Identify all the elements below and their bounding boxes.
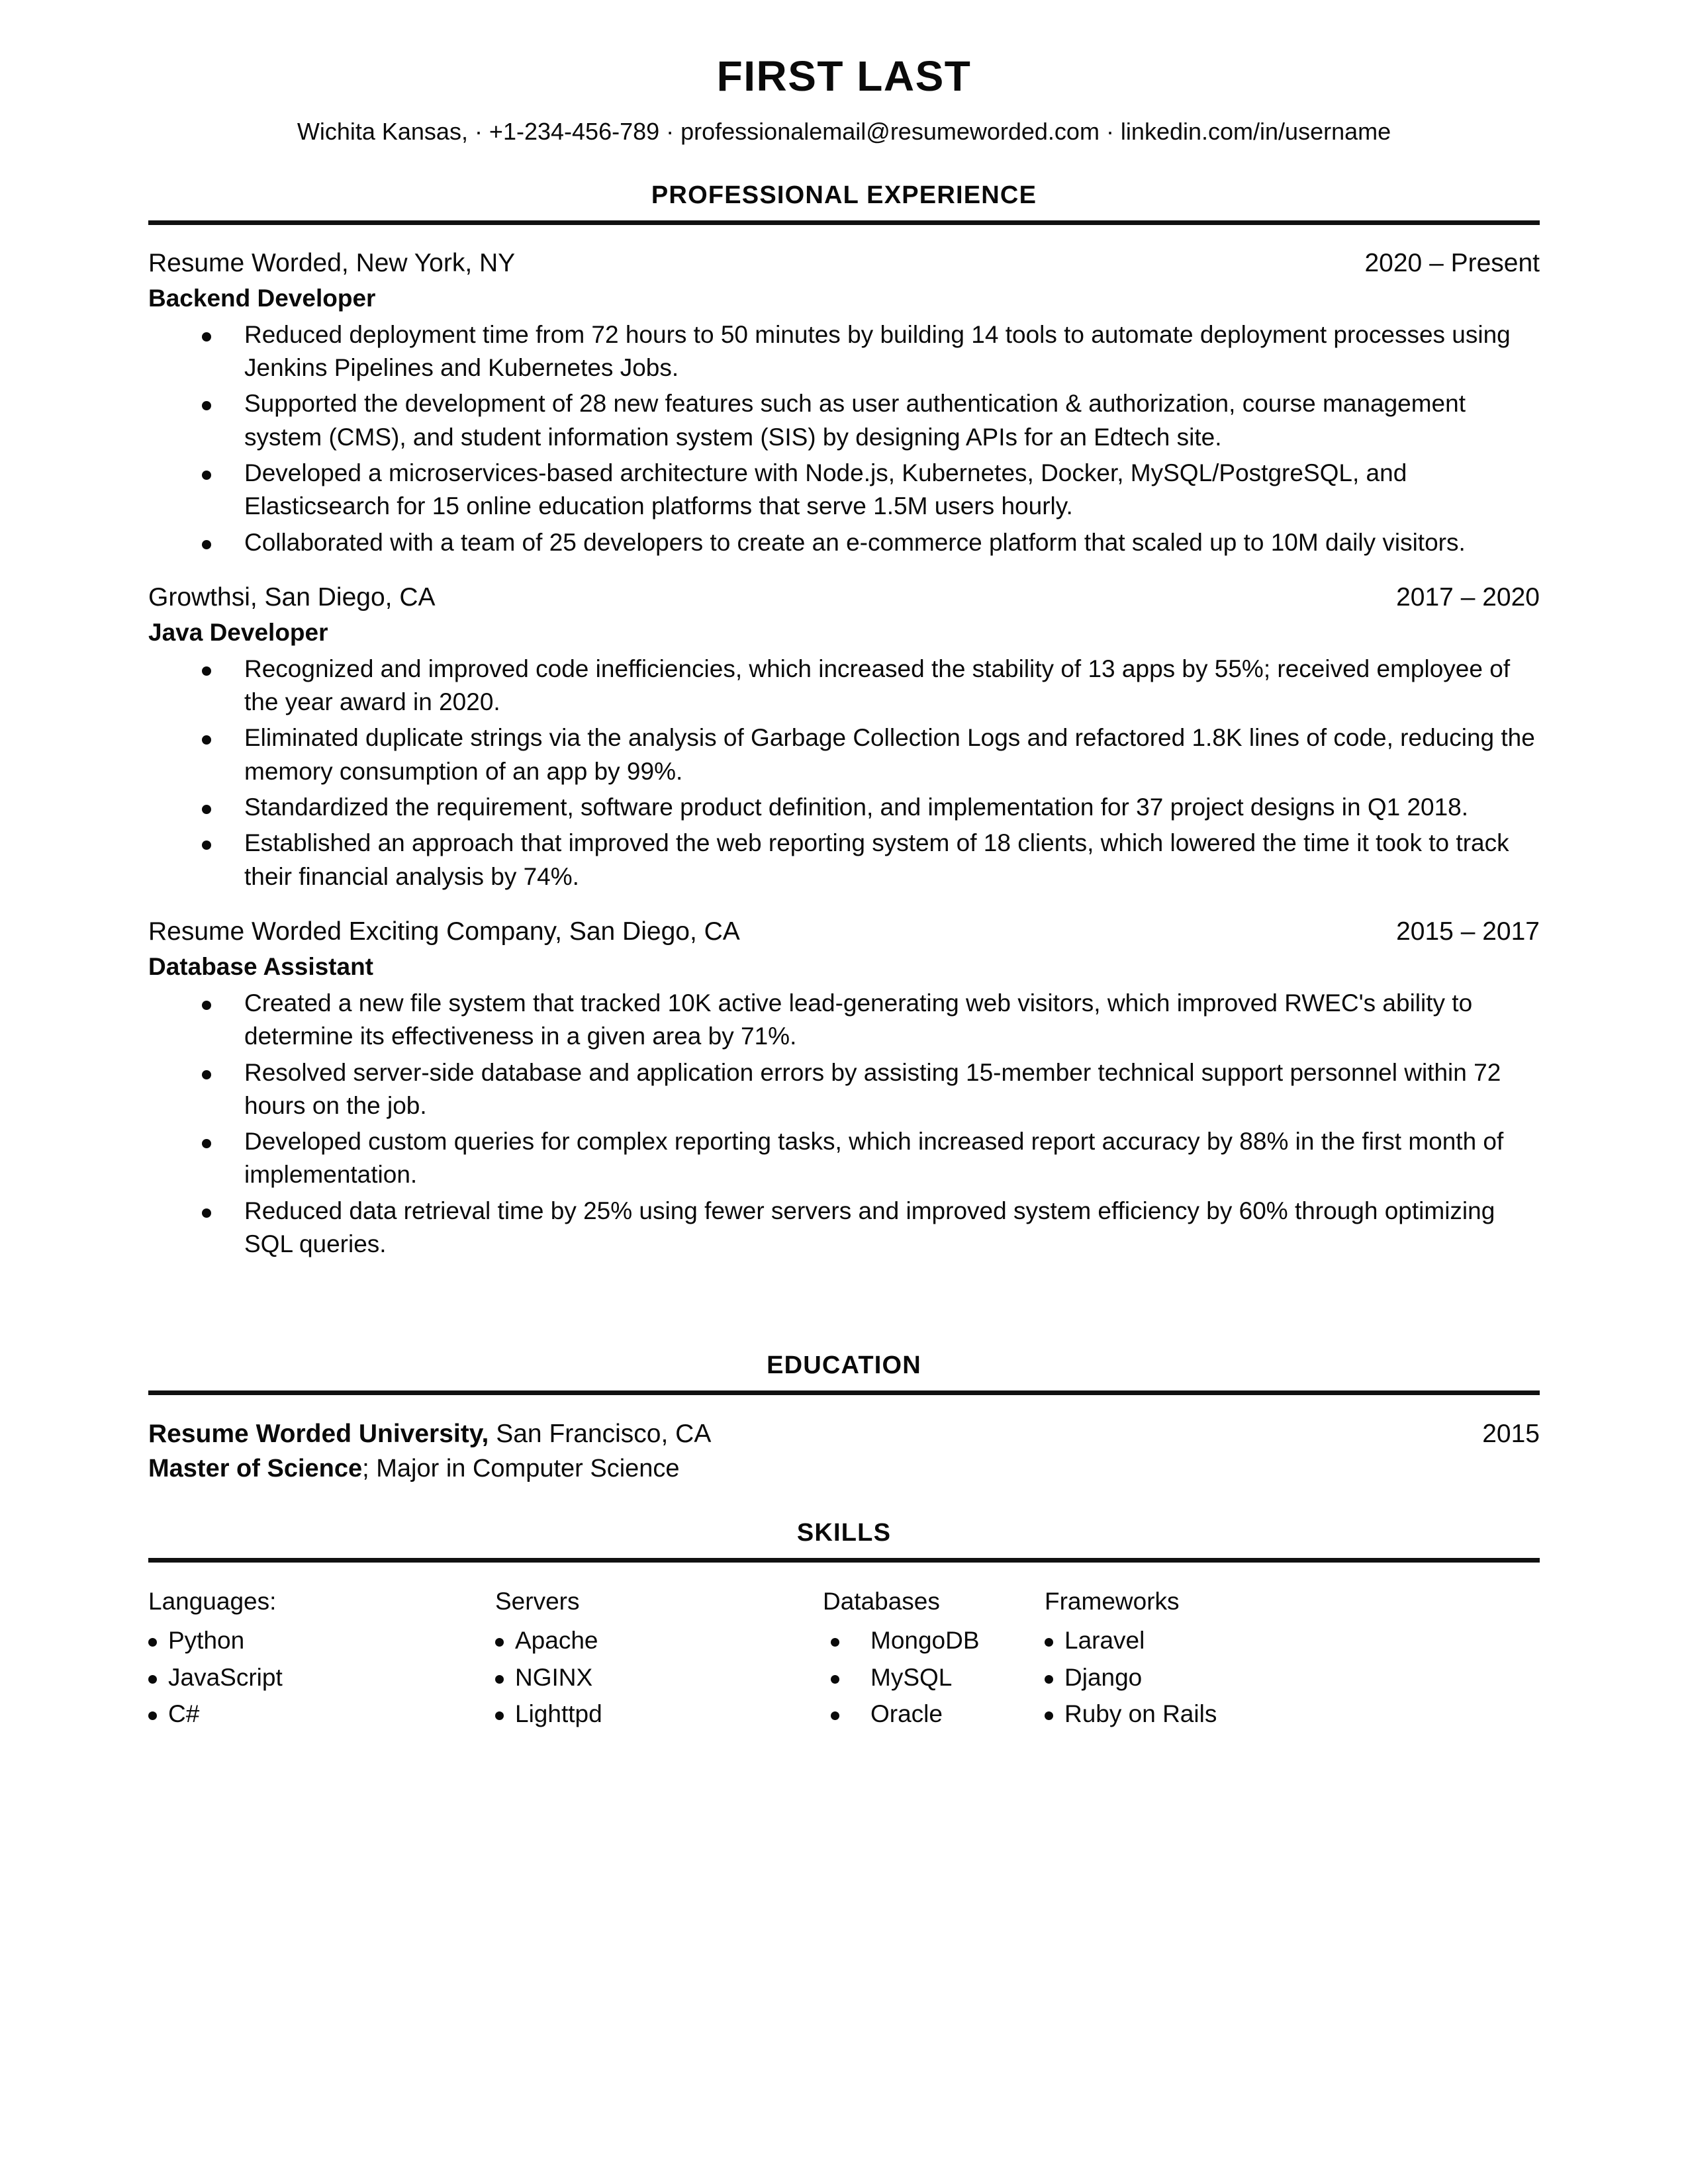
- skills-column-frameworks: [1045, 1585, 1540, 1732]
- experience-bullet: Developed a microservices-based architecture with Node.js, Kubernetes, Docker, MySQL/PostgreSQL, and Elasticsearch for 15 online education platforms that serve 1.5M users hourly.: [148, 457, 1540, 523]
- experience-entry-header: [148, 916, 1540, 948]
- experience-bullet: Reduced deployment time from 72 hours to 50 minutes by building 14 tools to automate deployment processes using Jenkins Pipelines and Kubernetes Jobs.: [148, 318, 1540, 385]
- skills-list: [495, 1622, 823, 1733]
- experience-job-title: Database Assistant: [148, 952, 373, 980]
- section-heading-education: EDUCATION: [767, 1351, 921, 1380]
- education-school-comma: ,: [481, 1420, 489, 1449]
- experience-bullet: Collaborated with a team of 25 developers to create an e-commerce platform that scaled up to 10M daily visitors.: [148, 526, 1540, 559]
- experience-bullet: Eliminated duplicate strings via the analysis of Garbage Collection Logs and refactored 1.8K lines of code, reducing the memory consumption of an app by 99%.: [148, 721, 1540, 788]
- experience-bullet: Supported the development of 28 new features such as user authentication & authorization, course management system (CMS), and student information system (SIS) by designing APIs for an Edtech site.: [148, 387, 1540, 454]
- skill-item: C#: [148, 1696, 495, 1733]
- experience-company: Resume Worded Exciting Company, San Diego, CA: [148, 917, 740, 946]
- skill-item: NGINX: [495, 1659, 823, 1696]
- section-divider-experience: [148, 220, 1540, 225]
- section-skills: [148, 1520, 1540, 1732]
- experience-entry-header: [148, 582, 1540, 614]
- skill-item: JavaScript: [148, 1659, 495, 1696]
- skills-column-title: Databases: [823, 1588, 940, 1615]
- experience-bullet: Resolved server-side database and application errors by assisting 15-member technical support personnel within 72 hours on the job.: [148, 1056, 1540, 1123]
- education-degree-line: [148, 1453, 1540, 1485]
- experience-entry: [148, 916, 1540, 1261]
- experience-bullet: Established an approach that improved the web reporting system of 18 clients, which lowered the time it took to track their financial analysis by 74%.: [148, 827, 1540, 893]
- experience-dates: 2020 – Present: [1364, 248, 1540, 277]
- skills-column-databases: [823, 1585, 1045, 1732]
- skill-item: Lighttpd: [495, 1696, 823, 1733]
- experience-job-title: Backend Developer: [148, 284, 376, 312]
- education-school-location: San Francisco, CA: [489, 1420, 712, 1449]
- experience-bullet: Recognized and improved code inefficiencies, which increased the stability of 13 apps by 55%; received employee of the year award in 2020.: [148, 653, 1540, 719]
- section-spacer: [148, 1261, 1540, 1318]
- experience-entry: [148, 582, 1540, 893]
- skill-item: Django: [1045, 1659, 1540, 1696]
- skill-item: MongoDB: [823, 1622, 1045, 1659]
- section-divider-education: [148, 1390, 1540, 1395]
- experience-company: Growthsi, San Diego, CA: [148, 583, 436, 612]
- skill-item: Apache: [495, 1622, 823, 1659]
- experience-dates: 2017 – 2020: [1396, 583, 1540, 612]
- contact-line: Wichita Kansas, · +1-234-456-789 · professionalemail@resumeworded.com · linkedin.com/in/username: [297, 118, 1391, 146]
- skills-column-languages: [148, 1585, 495, 1732]
- section-heading-skills: SKILLS: [796, 1519, 892, 1547]
- education-entry-header: [148, 1418, 1540, 1451]
- skills-grid: [148, 1585, 1540, 1732]
- experience-dates: 2015 – 2017: [1396, 917, 1540, 946]
- skill-item: Python: [148, 1622, 495, 1659]
- experience-bullet-list: [148, 318, 1540, 559]
- skill-item: Laravel: [1045, 1622, 1540, 1659]
- experience-bullet: Reduced data retrieval time by 25% using fewer servers and improved system efficiency by 60% through optimizing SQL queries.: [148, 1195, 1540, 1261]
- section-heading-experience: PROFESSIONAL EXPERIENCE: [651, 181, 1037, 210]
- education-year: 2015: [1482, 1420, 1540, 1449]
- education-school-name: Resume Worded University: [148, 1420, 482, 1449]
- experience-bullet-list: [148, 653, 1540, 893]
- skills-column-servers: [495, 1585, 823, 1732]
- skills-column-title: Languages:: [148, 1588, 277, 1615]
- experience-job-title: Java Developer: [148, 618, 328, 646]
- experience-bullet-list: [148, 987, 1540, 1261]
- section-professional-experience: [148, 182, 1540, 1261]
- experience-bullet: Standardized the requirement, software product definition, and implementation for 37 project designs in Q1 2018.: [148, 791, 1540, 824]
- education-school: [148, 1418, 711, 1451]
- skills-list: [823, 1622, 1045, 1733]
- skill-item: MySQL: [823, 1659, 1045, 1696]
- skills-column-title: Servers: [495, 1588, 580, 1615]
- page-title: FIRST LAST: [716, 52, 972, 100]
- skill-item: Oracle: [823, 1696, 1045, 1733]
- skills-list: [1045, 1622, 1540, 1733]
- education-major: ; Major in Computer Science: [362, 1454, 680, 1482]
- education-degree: Master of Science: [148, 1454, 363, 1482]
- experience-entry: [148, 248, 1540, 559]
- experience-entry-header: [148, 248, 1540, 280]
- experience-bullet: Developed custom queries for complex reporting tasks, which increased report accuracy by 88% in the first month of implementation.: [148, 1125, 1540, 1192]
- skills-column-title: Frameworks: [1045, 1588, 1180, 1615]
- skills-list: [148, 1622, 495, 1733]
- experience-bullet: Created a new file system that tracked 10K active lead-generating web visitors, which improved RWEC's ability to determine its effectiveness in a given area by 71%.: [148, 987, 1540, 1054]
- section-divider-skills: [148, 1558, 1540, 1563]
- section-education: [148, 1352, 1540, 1485]
- experience-company: Resume Worded, New York, NY: [148, 248, 516, 277]
- skill-item: Ruby on Rails: [1045, 1696, 1540, 1733]
